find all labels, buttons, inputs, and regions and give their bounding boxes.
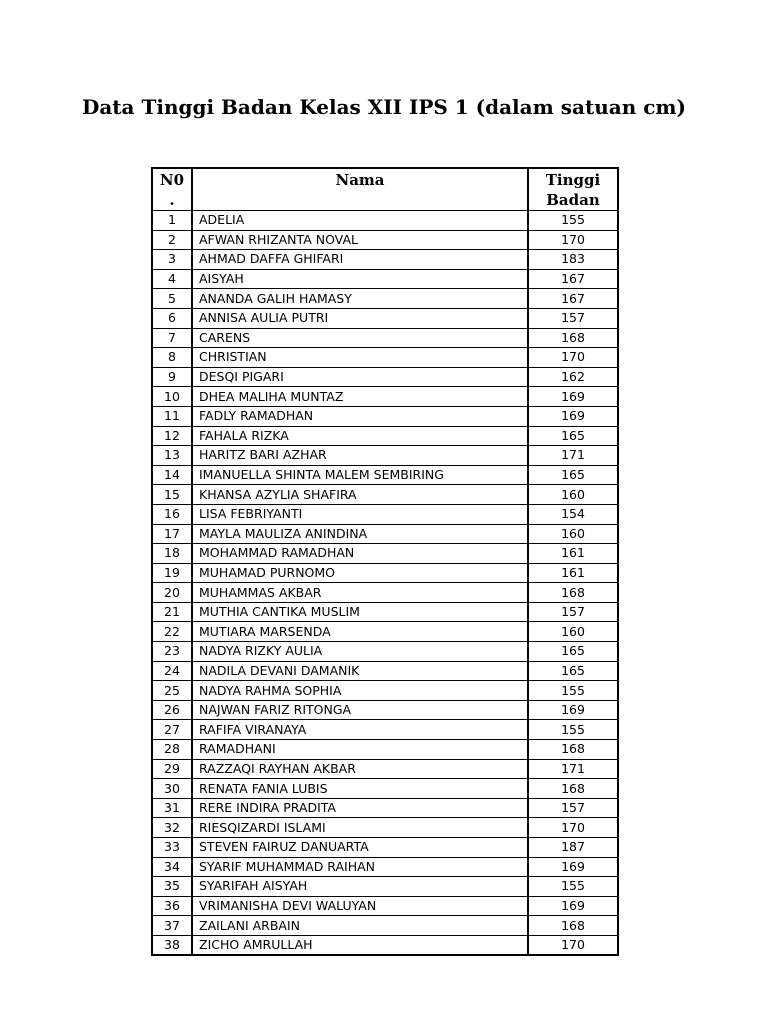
table-row bbox=[152, 720, 618, 740]
student-name: MAYLA MAULIZA ANINDINA bbox=[192, 524, 528, 544]
header-no-label: N0 . bbox=[159, 171, 185, 209]
table-row bbox=[152, 700, 618, 720]
row-number: 30 bbox=[152, 779, 192, 799]
table-row bbox=[152, 642, 618, 662]
height-value: 165 bbox=[528, 426, 618, 446]
height-value: 160 bbox=[528, 622, 618, 642]
student-name: VRIMANISHA DEVI WALUYAN bbox=[192, 896, 528, 916]
row-number: 7 bbox=[152, 328, 192, 348]
height-value: 187 bbox=[528, 838, 618, 858]
height-value: 183 bbox=[528, 250, 618, 270]
student-name: LISA FEBRIYANTI bbox=[192, 504, 528, 524]
row-number: 9 bbox=[152, 367, 192, 387]
table-row bbox=[152, 798, 618, 818]
table-row bbox=[152, 504, 618, 524]
height-data-table bbox=[151, 167, 619, 956]
height-value: 157 bbox=[528, 798, 618, 818]
student-name: STEVEN FAIRUZ DANUARTA bbox=[192, 838, 528, 858]
student-name: CARENS bbox=[192, 328, 528, 348]
student-name: ZAILANI ARBAIN bbox=[192, 916, 528, 936]
row-number: 21 bbox=[152, 602, 192, 622]
height-value: 171 bbox=[528, 759, 618, 779]
student-name: AHMAD DAFFA GHIFARI bbox=[192, 250, 528, 270]
student-name: DHEA MALIHA MUNTAZ bbox=[192, 387, 528, 407]
row-number: 1 bbox=[152, 211, 192, 231]
height-value: 168 bbox=[528, 328, 618, 348]
header-tinggi-label: Tinggi Badan bbox=[545, 171, 601, 209]
table-row bbox=[152, 583, 618, 603]
height-value: 160 bbox=[528, 524, 618, 544]
student-name: AISYAH bbox=[192, 269, 528, 289]
height-value: 168 bbox=[528, 916, 618, 936]
row-number: 34 bbox=[152, 857, 192, 877]
table-row bbox=[152, 211, 618, 231]
table-row bbox=[152, 367, 618, 387]
height-value: 161 bbox=[528, 563, 618, 583]
student-name: NADYA RAHMA SOPHIA bbox=[192, 681, 528, 701]
table-header-row bbox=[152, 168, 618, 211]
header-tinggi-badan bbox=[528, 168, 618, 211]
table-row bbox=[152, 387, 618, 407]
row-number: 16 bbox=[152, 504, 192, 524]
table-row bbox=[152, 348, 618, 368]
height-value: 168 bbox=[528, 740, 618, 760]
row-number: 13 bbox=[152, 446, 192, 466]
student-name: AFWAN RHIZANTA NOVAL bbox=[192, 230, 528, 250]
table-row bbox=[152, 465, 618, 485]
height-value: 168 bbox=[528, 779, 618, 799]
row-number: 37 bbox=[152, 916, 192, 936]
height-value: 165 bbox=[528, 661, 618, 681]
height-value: 170 bbox=[528, 348, 618, 368]
table-row bbox=[152, 838, 618, 858]
height-value: 155 bbox=[528, 720, 618, 740]
student-name: RAFIFA VIRANAYA bbox=[192, 720, 528, 740]
student-name: ZICHO AMRULLAH bbox=[192, 935, 528, 955]
student-name: MUTHIA CANTIKA MUSLIM bbox=[192, 602, 528, 622]
height-value: 169 bbox=[528, 857, 618, 877]
student-name: SYARIFAH AISYAH bbox=[192, 877, 528, 897]
table-row bbox=[152, 426, 618, 446]
student-name: FADLY RAMADHAN bbox=[192, 406, 528, 426]
height-value: 169 bbox=[528, 406, 618, 426]
table-row bbox=[152, 328, 618, 348]
student-name: NADYA RIZKY AULIA bbox=[192, 642, 528, 662]
row-number: 32 bbox=[152, 818, 192, 838]
student-name: IMANUELLA SHINTA MALEM SEMBIRING bbox=[192, 465, 528, 485]
row-number: 20 bbox=[152, 583, 192, 603]
table-header bbox=[152, 168, 618, 211]
table-row bbox=[152, 250, 618, 270]
student-name: KHANSA AZYLIA SHAFIRA bbox=[192, 485, 528, 505]
student-name: MOHAMMAD RAMADHAN bbox=[192, 544, 528, 564]
row-number: 4 bbox=[152, 269, 192, 289]
student-name: ANNISA AULIA PUTRI bbox=[192, 308, 528, 328]
height-value: 165 bbox=[528, 465, 618, 485]
height-value: 170 bbox=[528, 230, 618, 250]
table-row bbox=[152, 524, 618, 544]
height-value: 169 bbox=[528, 387, 618, 407]
table-row bbox=[152, 269, 618, 289]
table-row bbox=[152, 779, 618, 799]
row-number: 35 bbox=[152, 877, 192, 897]
row-number: 10 bbox=[152, 387, 192, 407]
height-value: 167 bbox=[528, 269, 618, 289]
table-row bbox=[152, 230, 618, 250]
table-row bbox=[152, 759, 618, 779]
table-row bbox=[152, 916, 618, 936]
row-number: 8 bbox=[152, 348, 192, 368]
student-name: RIESQIZARDI ISLAMI bbox=[192, 818, 528, 838]
document-title: Data Tinggi Badan Kelas XII IPS 1 (dalam satuan cm) bbox=[82, 95, 686, 119]
row-number: 17 bbox=[152, 524, 192, 544]
height-value: 165 bbox=[528, 642, 618, 662]
row-number: 25 bbox=[152, 681, 192, 701]
table-row bbox=[152, 661, 618, 681]
row-number: 19 bbox=[152, 563, 192, 583]
student-name: DESQI PIGARI bbox=[192, 367, 528, 387]
table-row bbox=[152, 896, 618, 916]
student-name: MUTIARA MARSENDA bbox=[192, 622, 528, 642]
row-number: 28 bbox=[152, 740, 192, 760]
row-number: 33 bbox=[152, 838, 192, 858]
student-name: ADELIA bbox=[192, 211, 528, 231]
header-no bbox=[152, 168, 192, 211]
table-row bbox=[152, 563, 618, 583]
row-number: 3 bbox=[152, 250, 192, 270]
student-name: RAMADHANI bbox=[192, 740, 528, 760]
table-row bbox=[152, 485, 618, 505]
height-value: 171 bbox=[528, 446, 618, 466]
height-value: 161 bbox=[528, 544, 618, 564]
row-number: 15 bbox=[152, 485, 192, 505]
student-name: SYARIF MUHAMMAD RAIHAN bbox=[192, 857, 528, 877]
height-value: 155 bbox=[528, 681, 618, 701]
height-value: 160 bbox=[528, 485, 618, 505]
row-number: 2 bbox=[152, 230, 192, 250]
table-row bbox=[152, 877, 618, 897]
row-number: 31 bbox=[152, 798, 192, 818]
height-value: 167 bbox=[528, 289, 618, 309]
student-name: ANANDA GALIH HAMASY bbox=[192, 289, 528, 309]
student-name: MUHAMAD PURNOMO bbox=[192, 563, 528, 583]
height-value: 155 bbox=[528, 877, 618, 897]
height-value: 170 bbox=[528, 935, 618, 955]
student-name: FAHALA RIZKA bbox=[192, 426, 528, 446]
student-name: NADILA DEVANI DAMANIK bbox=[192, 661, 528, 681]
height-value: 157 bbox=[528, 308, 618, 328]
student-name: RENATA FANIA LUBIS bbox=[192, 779, 528, 799]
table-row bbox=[152, 602, 618, 622]
row-number: 29 bbox=[152, 759, 192, 779]
table-row bbox=[152, 740, 618, 760]
row-number: 23 bbox=[152, 642, 192, 662]
height-value: 162 bbox=[528, 367, 618, 387]
height-value: 157 bbox=[528, 602, 618, 622]
table-row bbox=[152, 818, 618, 838]
row-number: 18 bbox=[152, 544, 192, 564]
student-name: CHRISTIAN bbox=[192, 348, 528, 368]
table-row bbox=[152, 681, 618, 701]
student-name: RERE INDIRA PRADITA bbox=[192, 798, 528, 818]
student-name: NAJWAN FARIZ RITONGA bbox=[192, 700, 528, 720]
height-value: 169 bbox=[528, 896, 618, 916]
table-row bbox=[152, 622, 618, 642]
height-value: 154 bbox=[528, 504, 618, 524]
row-number: 36 bbox=[152, 896, 192, 916]
height-value: 168 bbox=[528, 583, 618, 603]
table-row bbox=[152, 544, 618, 564]
row-number: 11 bbox=[152, 406, 192, 426]
header-nama bbox=[192, 168, 528, 211]
height-value: 155 bbox=[528, 211, 618, 231]
row-number: 38 bbox=[152, 935, 192, 955]
student-name: MUHAMMAS AKBAR bbox=[192, 583, 528, 603]
row-number: 14 bbox=[152, 465, 192, 485]
row-number: 12 bbox=[152, 426, 192, 446]
table-row bbox=[152, 935, 618, 955]
student-name: RAZZAQI RAYHAN AKBAR bbox=[192, 759, 528, 779]
table-body bbox=[152, 211, 618, 956]
row-number: 5 bbox=[152, 289, 192, 309]
height-value: 170 bbox=[528, 818, 618, 838]
row-number: 6 bbox=[152, 308, 192, 328]
student-name: HARITZ BARI AZHAR bbox=[192, 446, 528, 466]
row-number: 24 bbox=[152, 661, 192, 681]
table-row bbox=[152, 446, 618, 466]
table-row bbox=[152, 857, 618, 877]
header-nama-label: Nama bbox=[335, 171, 385, 189]
row-number: 27 bbox=[152, 720, 192, 740]
row-number: 22 bbox=[152, 622, 192, 642]
row-number: 26 bbox=[152, 700, 192, 720]
table-row bbox=[152, 289, 618, 309]
table-row bbox=[152, 308, 618, 328]
height-value: 169 bbox=[528, 700, 618, 720]
table-row bbox=[152, 406, 618, 426]
